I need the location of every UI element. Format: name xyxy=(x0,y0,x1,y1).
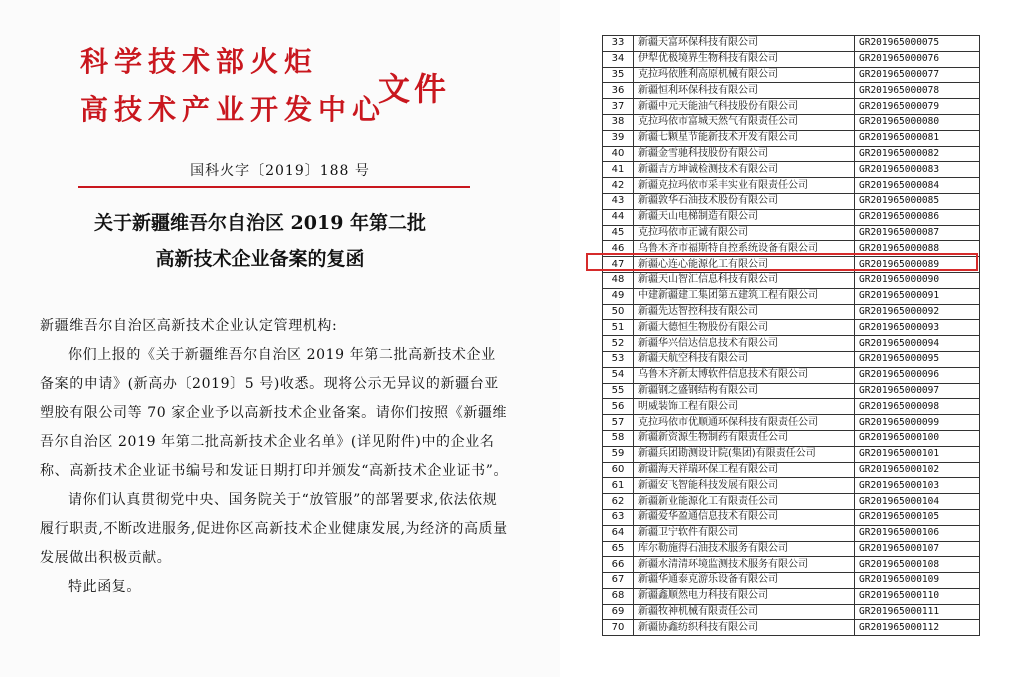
table-row xyxy=(603,67,980,83)
company-name: 克拉玛依胜利高原机械有限公司 xyxy=(634,67,855,83)
table-row xyxy=(603,51,980,67)
letter-title xyxy=(0,205,520,277)
company-name: 新疆天山智汇信息科技有限公司 xyxy=(634,272,855,288)
table-row xyxy=(603,83,980,99)
letter-title-line-1: 关于新疆维吾尔自治区 2019 年第二批 xyxy=(93,212,427,234)
company-name: 新疆大德恒生物股份有限公司 xyxy=(634,320,855,336)
table-row xyxy=(603,225,980,241)
certificate-number: GR201965000093 xyxy=(855,320,980,336)
row-number: 67 xyxy=(603,573,634,589)
table-row xyxy=(603,162,980,178)
certificate-number: GR201965000106 xyxy=(855,525,980,541)
certificate-number: GR201965000101 xyxy=(855,446,980,462)
company-name: 新疆中元天能油气科技股份有限公司 xyxy=(634,99,855,115)
company-name: 新疆兵团勘测设计院(集团)有限责任公司 xyxy=(634,446,855,462)
row-number: 49 xyxy=(603,288,634,304)
body-paragraph-2: 请你们认真贯彻党中央、国务院关于“放管服”的部署要求,依法依规履行职责,不断改进服务,促进你区高新技术企业健康发展,为经济的高质量发展做出积极贡献。 xyxy=(40,492,508,566)
document-type-label: 文件 xyxy=(378,70,451,108)
company-name: 新疆卫宁软件有限公司 xyxy=(634,525,855,541)
row-number: 63 xyxy=(603,509,634,525)
certificate-number: GR201965000091 xyxy=(855,288,980,304)
certificate-number: GR201965000097 xyxy=(855,383,980,399)
certificate-number: GR201965000105 xyxy=(855,509,980,525)
row-number: 42 xyxy=(603,178,634,194)
table-row xyxy=(603,446,980,462)
table-row xyxy=(603,509,980,525)
row-number: 61 xyxy=(603,478,634,494)
certificate-number: GR201965000112 xyxy=(855,620,980,636)
company-name: 乌鲁木齐新太博软件信息技术有限公司 xyxy=(634,367,855,383)
certificate-number: GR201965000088 xyxy=(855,241,980,257)
certificate-number: GR201965000081 xyxy=(855,130,980,146)
table-row xyxy=(603,209,980,225)
certificate-number: GR201965000092 xyxy=(855,304,980,320)
row-number: 58 xyxy=(603,430,634,446)
company-name: 新疆牧神机械有限责任公司 xyxy=(634,604,855,620)
certificate-number: GR201965000078 xyxy=(855,83,980,99)
row-number: 54 xyxy=(603,367,634,383)
row-number: 46 xyxy=(603,241,634,257)
company-name: 新疆华通泰克游乐设备有限公司 xyxy=(634,573,855,589)
issuer-header xyxy=(80,42,386,130)
salutation: 新疆维吾尔自治区高新技术企业认定管理机构: xyxy=(40,318,338,334)
table-row xyxy=(603,367,980,383)
row-number: 45 xyxy=(603,225,634,241)
certificate-number: GR201965000086 xyxy=(855,209,980,225)
certificate-number: GR201965000100 xyxy=(855,430,980,446)
row-number: 48 xyxy=(603,272,634,288)
table-row xyxy=(603,36,980,52)
table-row xyxy=(603,304,980,320)
table-row xyxy=(603,573,980,589)
letter-body xyxy=(40,312,510,602)
row-number: 57 xyxy=(603,415,634,431)
row-number: 53 xyxy=(603,351,634,367)
certificate-number: GR201965000080 xyxy=(855,114,980,130)
table-row xyxy=(603,130,980,146)
company-name: 新疆新业能源化工有限责任公司 xyxy=(634,494,855,510)
row-number: 37 xyxy=(603,99,634,115)
table-row xyxy=(603,462,980,478)
table-row xyxy=(603,430,980,446)
company-name: 新疆天富环保科技有限公司 xyxy=(634,36,855,52)
certificate-number: GR201965000087 xyxy=(855,225,980,241)
company-name: 新疆先达智控科技有限公司 xyxy=(634,304,855,320)
company-name: 库尔勒施得石油技术服务有限公司 xyxy=(634,541,855,557)
company-name: 伊犁优极境界生物科技有限公司 xyxy=(634,51,855,67)
row-number: 55 xyxy=(603,383,634,399)
company-name: 新疆水清清环境监测技术服务有限公司 xyxy=(634,557,855,573)
body-paragraph-1: 你们上报的《关于新疆维吾尔自治区 2019 年第二批高新技术企业备案的申请》(新高办〔2019〕5 号)收悉。现将公示无异议的新疆台亚塑胶有限公司等 70 家企业予以高新技术企业备案。请你们按照《新疆维吾尔自治区 2019 年第二批高新技术企业名单》(详见附件)中的企业名称、高新技术企业证书编号和发证日期打印并颁发“高新技术企业证书”。 xyxy=(40,347,509,479)
table-row xyxy=(603,494,980,510)
certificate-number: GR201965000075 xyxy=(855,36,980,52)
certificate-number: GR201965000096 xyxy=(855,367,980,383)
row-number: 47 xyxy=(603,257,634,273)
company-name: 新疆新资源生物制药有限责任公司 xyxy=(634,430,855,446)
table-row xyxy=(603,541,980,557)
certificate-number: GR201965000103 xyxy=(855,478,980,494)
table-row xyxy=(603,146,980,162)
company-name: 新疆协鑫纺织科技有限公司 xyxy=(634,620,855,636)
certificate-number: GR201965000079 xyxy=(855,99,980,115)
table-row xyxy=(603,604,980,620)
red-divider xyxy=(78,186,470,188)
highlight-box xyxy=(586,253,978,271)
row-number: 41 xyxy=(603,162,634,178)
certificate-number: GR201965000094 xyxy=(855,336,980,352)
company-name: 新疆华兴信达信息技术有限公司 xyxy=(634,336,855,352)
row-number: 51 xyxy=(603,320,634,336)
row-number: 64 xyxy=(603,525,634,541)
row-number: 62 xyxy=(603,494,634,510)
table-row xyxy=(603,525,980,541)
company-name: 新疆克拉玛依市采丰实业有限责任公司 xyxy=(634,178,855,194)
company-name: 新疆天山电梯制造有限公司 xyxy=(634,209,855,225)
company-name: 新疆金雪驰科技股份有限公司 xyxy=(634,146,855,162)
certificate-number: GR201965000095 xyxy=(855,351,980,367)
company-name: 新疆七颗星节能新技术开发有限公司 xyxy=(634,130,855,146)
table-row xyxy=(603,351,980,367)
closing-line: 特此函复。 xyxy=(68,579,141,595)
certificate-number: GR201965000110 xyxy=(855,588,980,604)
table-row xyxy=(603,178,980,194)
letter-title-line-2: 高新技术企业备案的复函 xyxy=(155,248,365,270)
company-name: 新疆海天祥瑞环保工程有限公司 xyxy=(634,462,855,478)
certificate-number: GR201965000085 xyxy=(855,193,980,209)
table-row xyxy=(603,288,980,304)
certificate-number: GR201965000111 xyxy=(855,604,980,620)
certificate-number: GR201965000077 xyxy=(855,67,980,83)
row-number: 50 xyxy=(603,304,634,320)
company-name: 乌鲁木齐市福斯特自控系统设备有限公司 xyxy=(634,241,855,257)
table-row xyxy=(603,336,980,352)
issuer-line-2: 高技术产业开发中心 xyxy=(80,93,387,126)
row-number: 39 xyxy=(603,130,634,146)
row-number: 66 xyxy=(603,557,634,573)
certificate-number: GR201965000102 xyxy=(855,462,980,478)
company-name: 克拉玛依市优顺通环保科技有限责任公司 xyxy=(634,415,855,431)
certificate-number: GR201965000083 xyxy=(855,162,980,178)
issuer-line-1: 科学技术部火炬 xyxy=(80,45,319,78)
company-name: 新疆吉方坤诚检测技术有限公司 xyxy=(634,162,855,178)
table-row xyxy=(603,383,980,399)
certificate-number: GR201965000104 xyxy=(855,494,980,510)
enterprise-table xyxy=(602,35,980,636)
row-number: 70 xyxy=(603,620,634,636)
row-number: 43 xyxy=(603,193,634,209)
company-name: 新疆心连心能源化工有限公司 xyxy=(634,257,855,273)
document-number: 国科火字〔2019〕188 号 xyxy=(190,163,370,179)
table-row xyxy=(603,588,980,604)
row-number: 36 xyxy=(603,83,634,99)
certificate-number: GR201965000090 xyxy=(855,272,980,288)
company-name: 克拉玛依市富城天然气有限责任公司 xyxy=(634,114,855,130)
company-name: 新疆钢之盛钢结构有限公司 xyxy=(634,383,855,399)
certificate-number: GR201965000108 xyxy=(855,557,980,573)
table-row xyxy=(603,193,980,209)
row-number: 38 xyxy=(603,114,634,130)
certificate-number: GR201965000098 xyxy=(855,399,980,415)
enterprise-table-body xyxy=(603,36,980,636)
row-number: 59 xyxy=(603,446,634,462)
table-row xyxy=(603,620,980,636)
company-name: 新疆天航空科技有限公司 xyxy=(634,351,855,367)
company-name: 新疆爱华盈通信息技术有限公司 xyxy=(634,509,855,525)
row-number: 44 xyxy=(603,209,634,225)
company-name: 中建新疆建工集团第五建筑工程有限公司 xyxy=(634,288,855,304)
certificate-number: GR201965000109 xyxy=(855,573,980,589)
certificate-number: GR201965000099 xyxy=(855,415,980,431)
certificate-number: GR201965000089 xyxy=(855,257,980,273)
table-row xyxy=(603,99,980,115)
company-name: 明威装饰工程有限公司 xyxy=(634,399,855,415)
table-row xyxy=(603,114,980,130)
row-number: 60 xyxy=(603,462,634,478)
row-number: 40 xyxy=(603,146,634,162)
row-number: 65 xyxy=(603,541,634,557)
row-number: 56 xyxy=(603,399,634,415)
row-number: 35 xyxy=(603,67,634,83)
table-row xyxy=(603,557,980,573)
row-number: 52 xyxy=(603,336,634,352)
company-name: 克拉玛依市正诚有限公司 xyxy=(634,225,855,241)
company-name: 新疆敦华石油技术股份有限公司 xyxy=(634,193,855,209)
company-name: 新疆鑫顺然电力科技有限公司 xyxy=(634,588,855,604)
company-name: 新疆恒利环保科技有限公司 xyxy=(634,83,855,99)
company-name: 新疆安飞智能科技发展有限公司 xyxy=(634,478,855,494)
table-row xyxy=(603,478,980,494)
table-row xyxy=(603,415,980,431)
row-number: 69 xyxy=(603,604,634,620)
certificate-number: GR201965000107 xyxy=(855,541,980,557)
row-number: 68 xyxy=(603,588,634,604)
certificate-number: GR201965000076 xyxy=(855,51,980,67)
table-row xyxy=(603,272,980,288)
enterprise-list xyxy=(602,35,980,636)
table-row xyxy=(603,320,980,336)
row-number: 34 xyxy=(603,51,634,67)
certificate-number: GR201965000084 xyxy=(855,178,980,194)
table-row xyxy=(603,399,980,415)
certificate-number: GR201965000082 xyxy=(855,146,980,162)
row-number: 33 xyxy=(603,36,634,52)
